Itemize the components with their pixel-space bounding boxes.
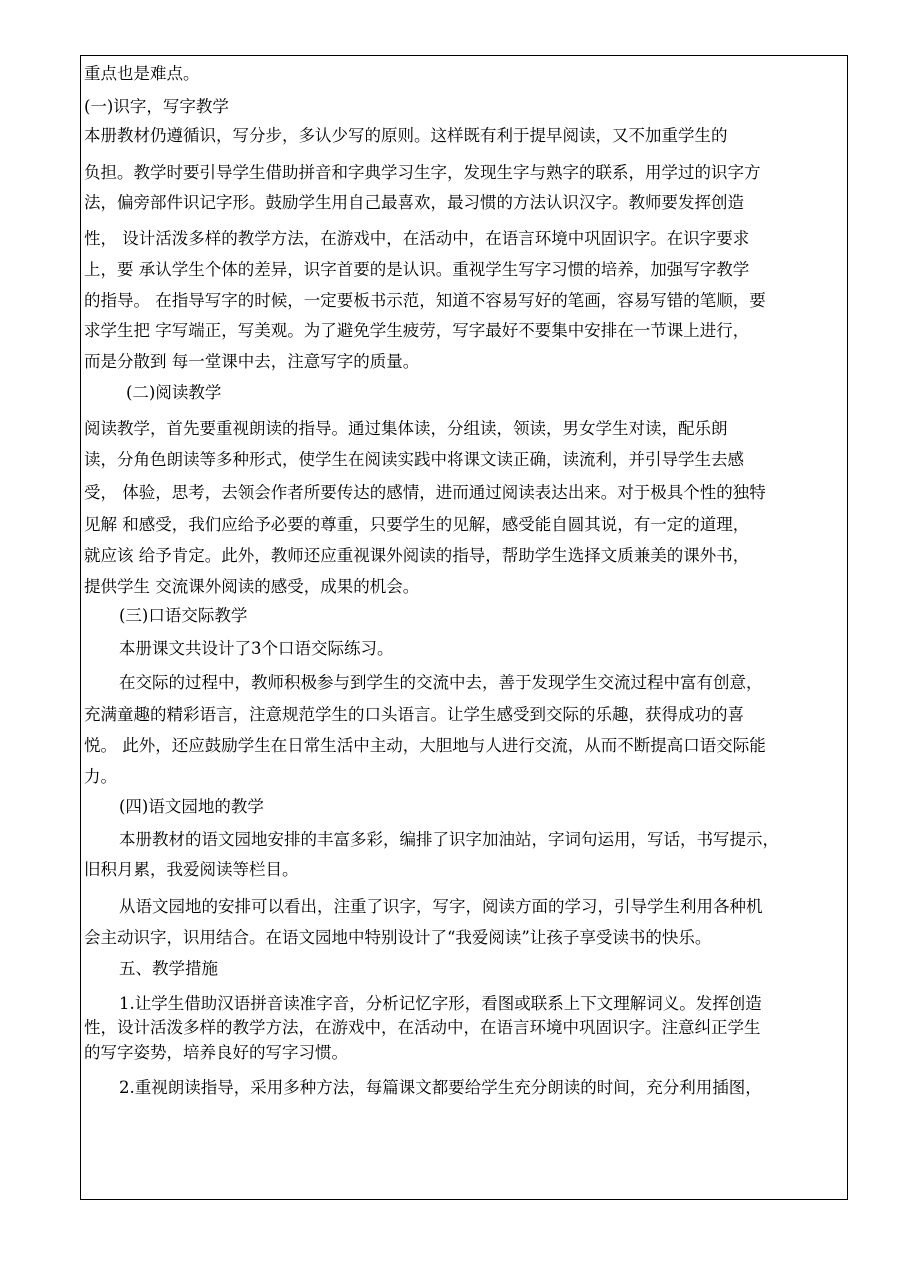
- text-line: 悦。 此外，还应鼓励学生在日常生活中主动，大胆地与人进行交流，从而不断提高口语交际能: [84, 736, 766, 755]
- text-line: 的指导。 在指导写字的时候，一定要板书示范，知道不容易写好的笔画，容易写错的笔顺，要: [84, 291, 766, 310]
- text-line: 重点也是难点。: [84, 64, 200, 83]
- text-line: 而是分散到 每一堂课中去，注意写字的质量。: [84, 352, 420, 371]
- text-line: 受， 体验，思考，去领会作者所要传达的感情，进而通过阅读表达出来。对于极具个性的独特: [84, 483, 766, 502]
- text-line: 本册课文共设计了3个口语交际练习。: [119, 639, 394, 658]
- section-heading-chinese-garden: (四)语文园地的教学: [119, 797, 264, 816]
- text-line: 阅读教学，首先要重视朗读的指导。通过集体读，分组读，领读，男女学生对读，配乐朗: [84, 419, 728, 438]
- text-line: 法，偏旁部件识记字形。鼓励学生用自己最喜欢，最习惯的方法认识汉字。教师要发挥创造: [84, 193, 744, 212]
- text-line: 会主动识字，识用结合。在语文园地中特别设计了“我爱阅读”让孩子享受读书的快乐。: [84, 928, 712, 947]
- text-line: 见解 和感受，我们应给予必要的尊重，只要学生的见解，感受能自圆其说，有一定的道理，: [84, 515, 750, 534]
- text-line: 上，要 承认学生个体的差异，识字首要的是认识。重视学生写字习惯的培养，加强写字教学: [84, 260, 750, 279]
- text-line: 负担。教学时要引导学生借助拼音和字典学习生字，发现生字与熟字的联系，用学过的识字方: [84, 163, 761, 182]
- section-heading-literacy: (一)识字，写字教学: [84, 97, 229, 116]
- text-line: 在交际的过程中，教师积极参与到学生的交流中去，善于发现学生交流过程中富有创意，: [119, 673, 763, 692]
- text-line: 从语文园地的安排可以看出，注重了识字，写字，阅读方面的学习，引导学生利用各种机: [119, 897, 763, 916]
- section-heading-oral-communication: (三)口语交际教学: [119, 606, 248, 625]
- text-line: 提供学生 交流课外阅读的感受，成果的机会。: [84, 577, 420, 596]
- text-line: 就应该 给予肯定。此外，教师还应重视课外阅读的指导，帮助学生选择文质兼美的课外书，: [84, 546, 750, 565]
- text-line: 1.让学生借助汉语拼音读准字音，分析记忆字形，看图或联系上下文理解词义。发挥创造: [119, 994, 762, 1013]
- text-line: 旧积月累，我爱阅读等栏目。: [84, 860, 299, 879]
- text-line: 2.重视朗读指导，采用多种方法，每篇课文都要给学生充分朗读的时间，充分利用插图，: [119, 1078, 762, 1097]
- text-line: 充满童趣的精彩语言，注意规范学生的口头语言。让学生感受到交际的乐趣，获得成功的喜: [84, 705, 744, 724]
- section-heading-reading: (二)阅读教学: [126, 383, 222, 402]
- text-line: 性，设计活泼多样的教学方法，在游戏中，在活动中，在语言环境中巩固识字。注意纠正学生: [84, 1018, 761, 1037]
- text-line: 读，分角色朗读等多种形式，使学生在阅读实践中将课文读正确，读流利，并引导学生去感: [84, 450, 744, 469]
- text-line: 本册教材的语文园地安排的丰富多彩，编排了识字加油站，字词句运用，写话，书写提示，: [119, 830, 779, 849]
- text-line: 本册教材仍遵循识，写分步，多认少写的原则。这样既有利于提早阅读，又不加重学生的: [84, 126, 728, 145]
- section-heading-teaching-measures: 五、教学措施: [119, 959, 218, 978]
- text-line: 的写字姿势，培养良好的写字习惯。: [84, 1043, 348, 1062]
- text-line: 性， 设计活泼多样的教学方法，在游戏中，在活动中，在语言环境中巩固识字。在识字要求: [84, 229, 750, 248]
- text-line: 求学生把 字写端正，写美观。为了避免学生疲劳，写字最好不要集中安排在一节课上进行，: [84, 321, 750, 340]
- text-line: 力。: [84, 767, 117, 786]
